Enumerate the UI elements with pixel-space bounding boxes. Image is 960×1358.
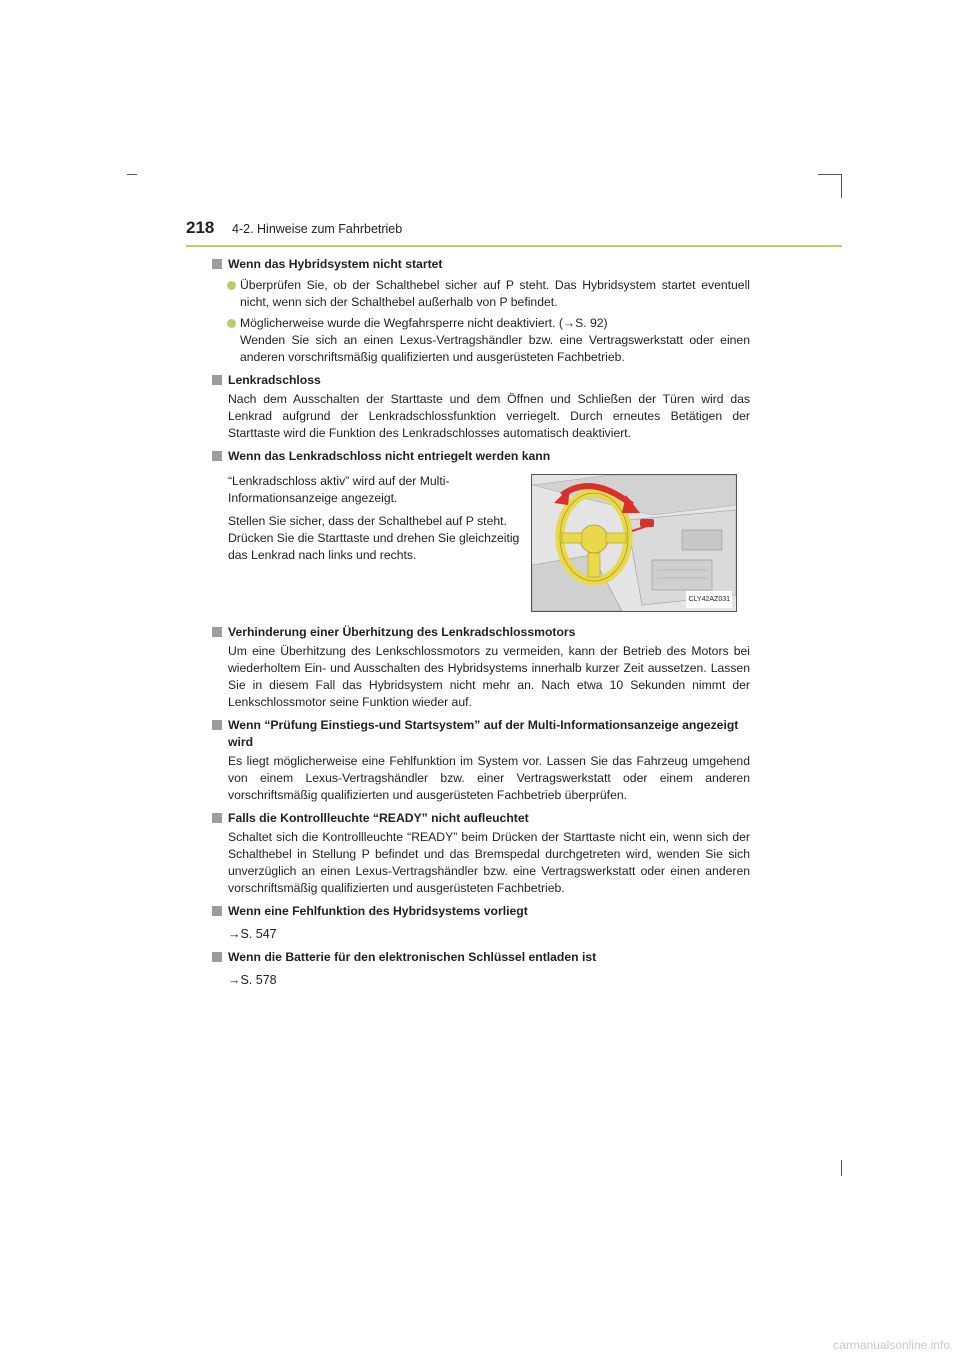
page-reference: →S. 578 xyxy=(228,973,277,987)
figure-row xyxy=(210,469,750,612)
page-reference: →S. 547 xyxy=(228,927,277,941)
paragraph: Nach dem Ausschalten der Starttaste und dem Öffnen und Schließen der Türen wird das Lenkrad aufgrund der Lenkradschlossfunktion verriegelt. Durch erneutes Betätigen der Starttaste wird die Funktion des Lenkradschlosses automatisch deaktiviert. xyxy=(228,392,750,440)
figure-code: CLY42AZ031 xyxy=(686,591,732,608)
bullet-dot-icon xyxy=(227,281,236,290)
paragraph: “Lenkradschloss aktiv” wird auf der Multi-Informationsanzeige angezeigt. xyxy=(228,474,450,505)
header-rule xyxy=(186,245,842,247)
heading-square-icon xyxy=(212,259,222,269)
bullet-item: Möglicherweise wurde die Wegfahrsperre nicht deaktiviert. (→S. 92) Wenden Sie sich an einen Lexus-Vertragshändler bzw. eine Vertragswerkstatt oder einen anderen vorschriftsmäßig qualifizierten und ausgerüsteten Fachbetrieb. xyxy=(210,315,750,366)
heading-hybrid-not-starting: Wenn das Hybridsystem nicht startet xyxy=(210,256,750,273)
heading-square-icon xyxy=(212,952,222,962)
heading-key-battery: Wenn die Batterie für den elektronischen Schlüssel entladen ist xyxy=(210,949,750,966)
page-number: 218 xyxy=(186,218,215,237)
heading-square-icon xyxy=(212,906,222,916)
heading-square-icon xyxy=(212,451,222,461)
crop-mark xyxy=(841,1160,842,1176)
heading-hybrid-malfunction: Wenn eine Fehlfunktion des Hybridsystems vorliegt xyxy=(210,903,750,920)
paragraph: Stellen Sie sicher, dass der Schalthebel auf P steht. Drücken Sie die Starttaste und drehen Sie gleichzeitig das Lenkrad nach links und rechts. xyxy=(228,514,520,562)
section-title: 4-2. Hinweise zum Fahrbetrieb xyxy=(232,222,403,236)
crop-mark xyxy=(841,174,842,198)
paragraph: Um eine Überhitzung des Lenkschlossmotors zu vermeiden, kann der Betrieb des Motors bei wiederholtem Ein- und Ausschalten des Hybridsystems innerhalb kurzer Zeit aussetzen. Lassen Sie in diesem Fall das Hybridsystem nicht mehr an. Nach etwa 10 Sekunden nimmt der Lenkschlossmotor seine Funktion wieder auf. xyxy=(228,644,750,709)
heading-square-icon xyxy=(212,813,222,823)
figure-text xyxy=(210,469,524,612)
steering-wheel-figure xyxy=(531,474,737,612)
heading-steering-lock: Lenkradschloss xyxy=(210,372,750,389)
paragraph: Schaltet sich die Kontrollleuchte “READY” beim Drücken der Starttaste nicht ein, wenn sich der Schalthebel in Stellung P befindet und das Bremspedal durchgetreten wird, wenden Sie sich unverzüglich an einen Lexus-Vertragshändler bzw. eine Vertragswerkstatt oder einen anderen vorschriftsmäßig qualifizierten und ausgerüsteten Fachbetrieb. xyxy=(228,830,750,895)
paragraph: Es liegt möglicherweise eine Fehlfunktion im System vor. Lassen Sie das Fahrzeug umgehend von einem Lexus-Vertragshändler bzw. einer Vertragswerkstatt oder einem anderen vorschriftsmäßig qualifizierten und ausgerüsteten Fachbetrieb überprüfen. xyxy=(228,754,750,802)
crop-mark xyxy=(818,174,842,175)
heading-overheat: Verhinderung einer Überhitzung des Lenkradschlossmotors xyxy=(210,624,750,641)
heading-ready-light: Falls die Kontrollleuchte “READY” nicht aufleuchtet xyxy=(210,810,750,827)
heading-square-icon xyxy=(212,720,222,730)
bullet-dot-icon xyxy=(227,319,236,328)
heading-entry-start-check: Wenn “Prüfung Einstiegs-und Startsystem” auf der Multi-Informationsanzeige angezeigt wird xyxy=(210,717,750,751)
heading-square-icon xyxy=(212,375,222,385)
heading-square-icon xyxy=(212,627,222,637)
heading-lock-not-released: Wenn das Lenkradschloss nicht entriegelt werden kann xyxy=(210,448,750,465)
content xyxy=(210,250,750,989)
bullet-item: Überprüfen Sie, ob der Schalthebel sicher auf P steht. Das Hybridsystem startet eventuell nicht, wenn sich der Schalthebel außerhalb von P befindet. xyxy=(210,277,750,311)
watermark: carmanualsonline.info xyxy=(833,1338,950,1352)
crop-mark xyxy=(127,174,137,175)
